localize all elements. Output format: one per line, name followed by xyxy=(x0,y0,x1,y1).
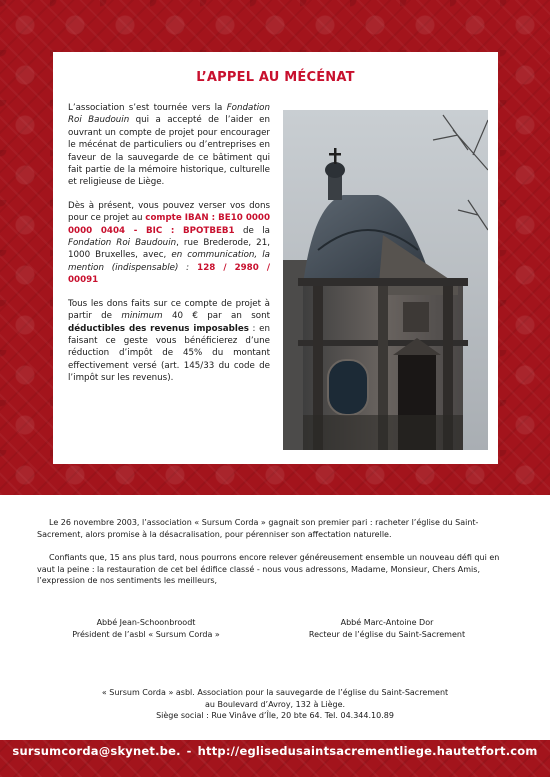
letter-paragraph-1: Le 26 novembre 2003, l’association « Sursum Corda » gagnait son premier pari : racheter l’église du Saint-Sacrement, alors promise à la désacralisation, pour pérenniser son affectation naturelle. xyxy=(37,518,479,539)
communication-note: en communication, la mention (indispensable) : xyxy=(68,250,270,273)
paragraph-bank-account xyxy=(68,200,270,287)
paragraph-tax-deduction xyxy=(68,298,270,385)
footer-separator: - xyxy=(186,744,192,758)
paragraph-foundation xyxy=(68,102,270,189)
footer-band xyxy=(0,740,550,777)
footer-contact xyxy=(0,744,550,758)
letter-section xyxy=(0,495,550,740)
text-run: Tous les dons faits sur ce compte de projet à partir de xyxy=(68,298,270,322)
signature-president xyxy=(56,617,236,640)
email-link[interactable]: sursumcorda@skynet.be. xyxy=(12,744,181,758)
church-photo xyxy=(283,110,488,450)
signature-rector xyxy=(292,617,482,640)
church-illustration xyxy=(283,110,488,450)
foundation-name: Fondation Roi Baudouin xyxy=(68,103,270,126)
association-address xyxy=(40,687,510,722)
appeal-card xyxy=(53,52,498,464)
letter-paragraph-2: Confiants que, 15 ans plus tard, nous pourrons encore relever généreusement ensemble un nouveau défi qui en vaut la peine : la restauration de cet bel édifice classé - nous vous adressons, Madame, Monsieur, Chers Amis, l’expression de nos sentiments les meilleurs, xyxy=(37,553,500,586)
address-line: « Sursum Corda » asbl. Association pour la sauvegarde de l’église du Saint-Sacrement xyxy=(101,688,449,697)
appeal-text xyxy=(68,102,270,396)
signatory-role: Recteur de l’église du Saint-Sacrement xyxy=(308,629,466,639)
text-run: 40 € par an sont xyxy=(162,311,270,322)
text-run: minimum xyxy=(121,311,163,322)
text-run: : en faisant ce geste vous bénéficierez d’une réduction d’impôt de 45% du montant effectivement versé (art. 145/33 du code de l’impôt sur les revenus). xyxy=(68,323,270,384)
website-link[interactable]: http://eglisedusaintsacrementliege.hautetfort.com xyxy=(197,744,538,758)
iban-bic: compte IBAN : BE10 0000 0000 0404 - BIC : BPOTBEB1 xyxy=(68,213,270,236)
signatory-name: Abbé Jean-Schoonbroodt xyxy=(96,618,196,627)
text-run: L’association s’est tournée vers la xyxy=(68,103,227,113)
tax-deductible-highlight: déductibles des revenus imposables xyxy=(68,323,249,334)
foundation-name: Fondation Roi Baudouin xyxy=(68,238,177,249)
address-line: au Boulevard d’Avroy, 132 à Liège. xyxy=(204,699,346,709)
address-line: Siège social : Rue Vinâve d’Île, 20 bte 64. Tel. 04.344.10.89 xyxy=(156,711,394,721)
text-run: , rue Brederode, 21, 1000 Bruxelles, avec, xyxy=(68,238,270,261)
communication-reference: 128 / 2980 / 00091 xyxy=(68,262,270,286)
text-run: qui a accepté de l’aider en ouvrant un compte de projet pour encourager le mécénat de particuliers ou d’entreprises en faveur de la sauvegarde de ce bâtiment qui fait partie de la mémoire historique, culturelle et religieuse de Liège. xyxy=(68,115,270,188)
page-title: L’APPEL AU MÉCÉNAT xyxy=(196,70,355,85)
text-run: de la xyxy=(234,225,270,236)
signatory-role: Président de l’asbl « Sursum Corda » xyxy=(72,629,220,639)
signatory-name: Abbé Marc-Antoine Dor xyxy=(340,618,434,627)
text-run: Dès à présent, vous pouvez verser vos dons pour ce projet au xyxy=(68,200,270,224)
